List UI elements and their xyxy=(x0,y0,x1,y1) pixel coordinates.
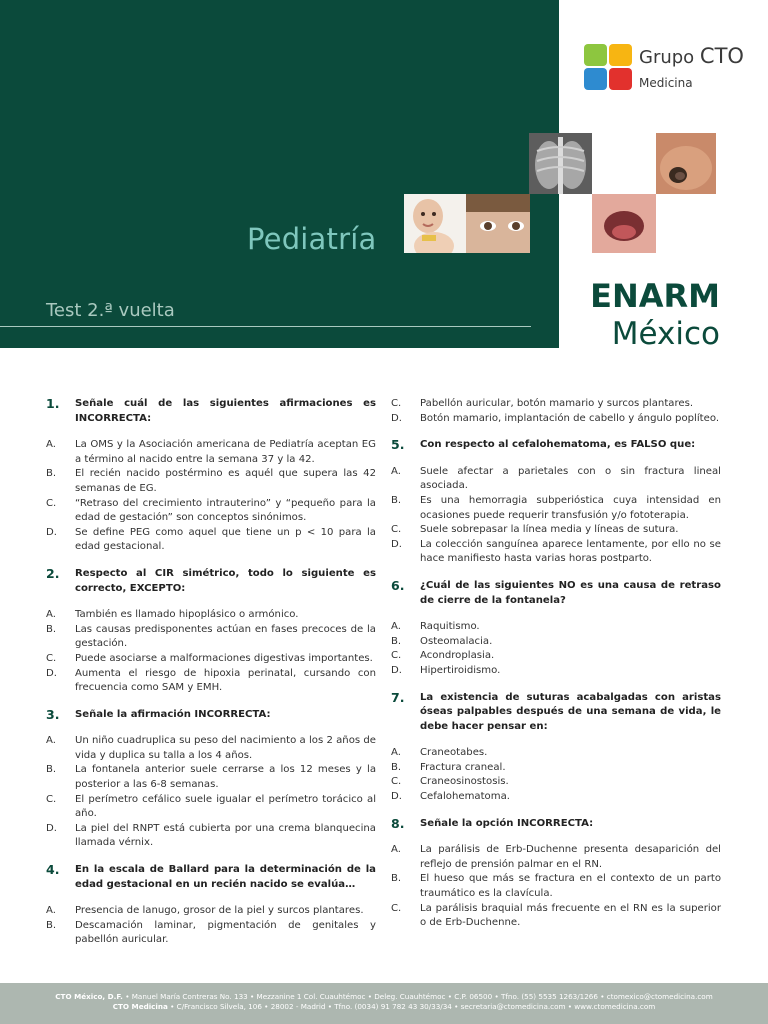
xray-photo xyxy=(529,133,592,194)
question-header xyxy=(391,579,721,608)
right-column xyxy=(391,397,721,943)
option-letter: A. xyxy=(391,621,401,633)
child-face-photo xyxy=(466,194,530,253)
question-4-continuation xyxy=(391,397,721,426)
option-text: La OMS y la Asociación americana de Pediatría aceptan EG a término al nacido entre la semana 37 y la 42. xyxy=(75,439,376,465)
answer-option xyxy=(46,822,376,851)
option-letter: D. xyxy=(46,526,57,538)
test-label: Test 2.ª vuelta xyxy=(46,300,175,321)
option-letter: D. xyxy=(46,667,57,679)
option-text: Hipertiroidismo. xyxy=(420,664,501,676)
option-letter: A. xyxy=(46,439,56,451)
question-number: 6. xyxy=(391,577,405,593)
question-number: 4. xyxy=(46,862,60,878)
option-letter: B. xyxy=(46,623,57,635)
option-text: El hueso que más se fractura en el contexto de un parto traumático es la clavícula. xyxy=(420,873,721,900)
answer-option xyxy=(391,523,721,538)
option-letter: C. xyxy=(46,497,57,509)
question-header xyxy=(46,567,376,596)
footer-madrid-label: CTO Medicina xyxy=(112,1002,168,1011)
option-letter: D. xyxy=(391,791,402,803)
question-header xyxy=(46,708,376,723)
answer-option xyxy=(391,649,721,664)
option-text: Las causas predisponentes actúan en fases precoces de la gestación. xyxy=(75,623,376,650)
option-text: La colección sanguínea aparece lentamente, por ello no se hace manifiesto hasta varias horas postparto. xyxy=(420,538,721,565)
question-block xyxy=(391,438,721,567)
logo-square-red xyxy=(609,68,632,90)
exam-name: ENARM xyxy=(590,277,720,315)
answer-option xyxy=(46,793,376,822)
answer-option xyxy=(46,763,376,792)
option-letter: B. xyxy=(391,494,402,506)
option-letter: B. xyxy=(391,635,402,647)
footer-line-mexico xyxy=(0,992,768,1001)
logo-square-blue xyxy=(584,68,607,90)
question-number: 2. xyxy=(46,565,60,581)
divider-line xyxy=(0,326,531,327)
question-text: ¿Cuál de las siguientes NO es una causa de retraso de cierre de la fontanela? xyxy=(420,579,721,606)
logo-square-green xyxy=(584,44,607,66)
question-text: En la escala de Ballard para la determinación de la edad gestacional en un recién nacido se evalúa… xyxy=(75,864,376,890)
option-letter: C. xyxy=(391,776,402,788)
question-number: 3. xyxy=(46,706,60,722)
option-letter: B. xyxy=(391,873,402,885)
option-text: Puede asociarse a malformaciones digestivas importantes. xyxy=(75,652,373,664)
footer xyxy=(0,983,768,1024)
question-header xyxy=(391,691,721,735)
question-text: Respecto al CIR simétrico, todo lo siguiente es correcto, EXCEPTO: xyxy=(75,567,376,594)
option-letter: A. xyxy=(46,905,56,917)
option-letter: D. xyxy=(391,538,402,550)
answer-option xyxy=(46,467,376,496)
answer-option xyxy=(46,734,376,763)
umbilicus-photo xyxy=(656,133,716,194)
option-text: Es una hemorragia subperióstica cuya intensidad en ocasiones puede requerir transfusión y/o fototerapia. xyxy=(420,494,721,521)
answer-option xyxy=(391,843,721,872)
answer-option xyxy=(46,623,376,652)
option-letter: C. xyxy=(391,650,402,662)
footer-line-madrid xyxy=(0,1002,768,1011)
answer-option xyxy=(391,620,721,635)
answer-option xyxy=(391,635,721,650)
question-text: Señale la afirmación INCORRECTA: xyxy=(75,708,271,720)
option-letter: A. xyxy=(391,747,401,759)
option-text: Se define PEG como aquel que tiene un p < 10 para la edad gestacional. xyxy=(75,526,376,553)
question-header xyxy=(391,817,721,832)
answer-option xyxy=(46,526,376,555)
question-block xyxy=(391,817,721,931)
question-block xyxy=(391,579,721,679)
question-block xyxy=(46,708,376,851)
answer-option xyxy=(46,608,376,623)
option-text: “Retraso del crecimiento intrauterino” y “pequeño para la edad de gestación” son conceptos sinónimos. xyxy=(75,497,376,524)
answer-option xyxy=(391,775,721,790)
answer-option xyxy=(391,790,721,805)
answer-option xyxy=(391,412,721,427)
option-text: La piel del RNPT está cubierta por una crema blanquecina llamada vérnix. xyxy=(75,822,376,849)
answer-option xyxy=(391,397,721,412)
option-text: Raquitismo. xyxy=(420,621,480,633)
question-number: 7. xyxy=(391,689,405,705)
brand-prefix: Grupo xyxy=(639,47,700,68)
option-letter: C. xyxy=(46,793,57,805)
option-text: Cefalohematoma. xyxy=(420,791,510,803)
answer-option xyxy=(391,872,721,901)
answer-option xyxy=(391,761,721,776)
option-text: La parálisis braquial más frecuente en el RN es la superior o de Erb-Duchenne. xyxy=(420,902,721,929)
option-text: Osteomalacia. xyxy=(420,635,493,647)
option-letter: C. xyxy=(391,524,402,536)
answer-option xyxy=(391,494,721,523)
answer-option xyxy=(46,667,376,696)
baby-photo xyxy=(404,194,466,253)
brand-subtitle: Medicina xyxy=(639,76,693,90)
logo-square-yellow xyxy=(609,44,632,66)
option-letter: B. xyxy=(46,764,57,776)
header-banner xyxy=(0,0,559,348)
option-text: La fontanela anterior suele cerrarse a los 12 meses y la posterior a las 6-8 semanas. xyxy=(75,764,376,791)
answer-option xyxy=(46,497,376,526)
option-text: Presencia de lanugo, grosor de la piel y surcos plantares. xyxy=(75,905,364,917)
question-block xyxy=(391,691,721,805)
cto-logo xyxy=(584,44,632,90)
question-text: La existencia de suturas acabalgadas con aristas óseas palpables después de una semana de vida, le debe hacer pensar en: xyxy=(420,691,721,732)
answer-option xyxy=(391,538,721,567)
option-letter: A. xyxy=(391,465,401,477)
option-letter: D. xyxy=(391,664,402,676)
answer-option xyxy=(46,438,376,467)
question-block xyxy=(46,567,376,696)
country-name: México xyxy=(611,316,720,352)
option-text: Fractura craneal. xyxy=(420,761,506,773)
option-text: El perímetro cefálico suele igualar el perímetro torácico al año. xyxy=(75,793,376,820)
option-text: Suele sobrepasar la línea media y líneas de sutura. xyxy=(420,524,679,536)
footer-mexico-label: CTO México, D.F. xyxy=(55,992,123,1001)
answer-option xyxy=(46,652,376,667)
question-text: Con respecto al cefalohematoma, es FALSO que: xyxy=(420,439,696,451)
mouth-photo xyxy=(592,194,656,253)
answer-option xyxy=(391,664,721,679)
brand-main: CTO xyxy=(699,44,744,68)
option-text: Descamación laminar, pigmentación de genitales y pabellón auricular. xyxy=(75,919,376,946)
option-letter: A. xyxy=(391,844,401,856)
option-letter: A. xyxy=(46,609,56,621)
option-text: También es llamado hipoplásico o armónico. xyxy=(75,609,299,621)
question-header xyxy=(391,438,721,453)
option-letter: A. xyxy=(46,735,56,747)
option-text: Un niño cuadruplica su peso del nacimiento a los 2 años de vida y duplica su talla a los 4 años. xyxy=(75,735,376,761)
subject-title: Pediatría xyxy=(247,222,377,256)
footer-mexico-address: • Manuel María Contreras No. 133 • Mezzanine 1 Col. Cuauhtémoc • Deleg. Cuauhtémoc • C.P. 06500 • Tfno. (55) 5535 1263/1266 • ctomexico@ctomedicina.com xyxy=(122,992,713,1001)
answer-option xyxy=(46,904,376,919)
option-text: Botón mamario, implantación de cabello y ángulo poplíteo. xyxy=(420,412,720,424)
option-text: Aumenta el riesgo de hipoxia perinatal, cursando con frecuencia como SAM y EMH. xyxy=(75,667,376,694)
option-letter: B. xyxy=(391,761,402,773)
answer-option xyxy=(46,919,376,948)
option-text: El recién nacido postérmino es aquél que supera las 42 semanas de EG. xyxy=(75,468,376,494)
option-text: Suele afectar a parietales con o sin fractura lineal asociada. xyxy=(420,465,721,492)
option-letter: D. xyxy=(46,822,57,834)
question-block xyxy=(46,863,376,948)
option-letter: B. xyxy=(46,919,57,931)
option-text: La parálisis de Erb-Duchenne presenta desaparición del reflejo de prensión palmar en el RN. xyxy=(420,844,721,870)
answer-option xyxy=(391,902,721,931)
question-block xyxy=(46,397,376,555)
option-letter: C. xyxy=(46,652,57,664)
footer-madrid-address: • C/Francisco Silvela, 106 • 28002 - Madrid • Tfno. (0034) 91 782 43 30/33/34 • secretaria@ctomedicina.com • www.ctomedicina.com xyxy=(167,1002,656,1011)
option-letter: B. xyxy=(46,468,57,480)
option-letter: C. xyxy=(391,902,402,914)
option-letter: C. xyxy=(391,398,402,409)
option-text: Acondroplasia. xyxy=(420,650,495,662)
question-number: 8. xyxy=(391,815,405,831)
left-column xyxy=(46,397,376,960)
answer-option xyxy=(391,746,721,761)
question-text: Señale la opción INCORRECTA: xyxy=(420,817,594,829)
option-text: Craneotabes. xyxy=(420,747,488,759)
question-header xyxy=(46,863,376,892)
question-number: 5. xyxy=(391,437,405,453)
question-number: 1. xyxy=(46,396,60,411)
option-text: Craneosinostosis. xyxy=(420,776,509,788)
brand-name xyxy=(639,44,744,68)
answer-option xyxy=(391,465,721,494)
question-header xyxy=(46,397,376,426)
question-text: Señale cuál de las siguientes afirmaciones es INCORRECTA: xyxy=(75,398,376,424)
option-letter: D. xyxy=(391,412,402,424)
option-text: Pabellón auricular, botón mamario y surcos plantares. xyxy=(420,398,694,409)
